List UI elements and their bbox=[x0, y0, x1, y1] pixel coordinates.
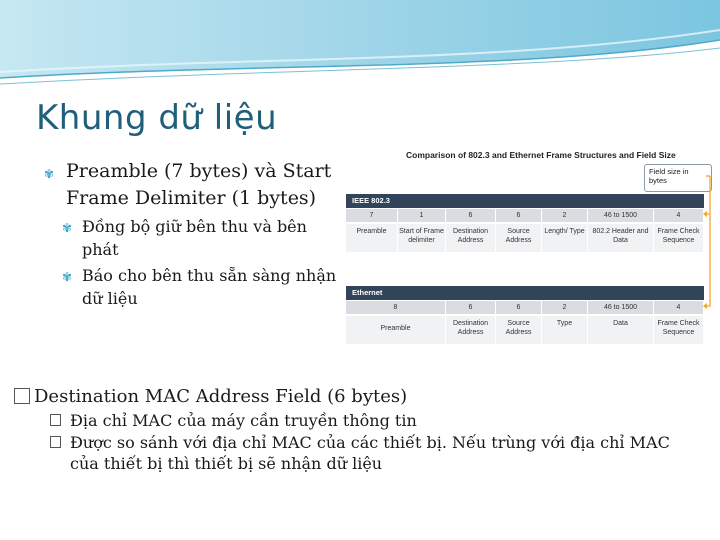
heading-text: Destination MAC Address Field (6 bytes) bbox=[34, 386, 408, 407]
frame-comparison-figure bbox=[344, 146, 716, 354]
ieee-size-cell: 7 bbox=[346, 209, 398, 222]
checkbox-icon bbox=[50, 436, 61, 448]
ethernet-header: Ethernet bbox=[346, 286, 704, 300]
bullet-marker-icon: ✾ bbox=[62, 221, 73, 235]
sub-bullet-ready bbox=[44, 264, 344, 310]
ieee-field-cell: Start of Frame delimiter bbox=[398, 224, 446, 252]
field-size-callout: Field size in bytes bbox=[644, 164, 712, 192]
bullet-text: Preamble (7 bytes) và Start Frame Delimiter (1 bytes) bbox=[66, 160, 332, 209]
ieee-field-cell: Preamble bbox=[346, 224, 398, 252]
sub-bullet-text: Báo cho bên thu sẵn sàng nhận dữ liệu bbox=[82, 266, 337, 308]
ieee-field-cell: 802.2 Header and Data bbox=[588, 224, 654, 252]
heading-bullet bbox=[12, 385, 712, 409]
sub-item-compare bbox=[12, 432, 670, 474]
ethernet-field-cell: Source Address bbox=[496, 316, 542, 344]
ieee-field-cell: Source Address bbox=[496, 224, 542, 252]
ieee-size-cell: 6 bbox=[446, 209, 496, 222]
bullet-marker-icon: ✾ bbox=[62, 270, 73, 284]
sub-item-text: Được so sánh với địa chỉ MAC của các thiết bị. Nếu trùng với địa chỉ MAC của thiết bị thì thiết bị sẽ nhận dữ liệu bbox=[70, 433, 670, 473]
ieee-field-cell: Length/ Type bbox=[542, 224, 588, 252]
ethernet-field-cell: Preamble bbox=[346, 316, 446, 344]
ethernet-size-cell: 8 bbox=[346, 301, 446, 314]
ethernet-field-cell: Data bbox=[588, 316, 654, 344]
ethernet-size-cell: 2 bbox=[542, 301, 588, 314]
sub-item-mac bbox=[12, 410, 712, 431]
ieee-size-cell: 2 bbox=[542, 209, 588, 222]
checkbox-icon bbox=[50, 414, 61, 426]
ieee-size-cell: 6 bbox=[496, 209, 542, 222]
bullet-marker-icon: ✾ bbox=[44, 167, 55, 181]
ieee-field-cell: Destination Address bbox=[446, 224, 496, 252]
header-banner bbox=[0, 0, 720, 95]
ieee-size-cell: 1 bbox=[398, 209, 446, 222]
ieee-field-cell: Frame Check Sequence bbox=[654, 224, 704, 252]
ethernet-field-cell: Type bbox=[542, 316, 588, 344]
ethernet-size-cell: 46 to 1500 bbox=[588, 301, 654, 314]
bullet-list bbox=[44, 158, 344, 310]
sub-bullet-text: Đồng bộ giữ bên thu và bên phát bbox=[82, 217, 307, 259]
ethernet-size-cell: 6 bbox=[446, 301, 496, 314]
sub-bullet-sync bbox=[44, 215, 344, 261]
ieee-size-cell: 4 bbox=[654, 209, 704, 222]
ethernet-field-cell: Destination Address bbox=[446, 316, 496, 344]
sub-item-text: Địa chỉ MAC của máy cần truyền thông tin bbox=[70, 411, 417, 430]
callout-arrows bbox=[344, 146, 716, 354]
checkbox-icon bbox=[14, 388, 30, 404]
slide-title: Khung dữ liệu bbox=[36, 98, 278, 138]
figure-title: Comparison of 802.3 and Ethernet Frame Structures and Field Size bbox=[406, 150, 676, 160]
ethernet-size-cell: 6 bbox=[496, 301, 542, 314]
ieee-header: IEEE 802.3 bbox=[346, 194, 704, 208]
ethernet-size-cell: 4 bbox=[654, 301, 704, 314]
bottom-section bbox=[12, 385, 712, 474]
bullet-preamble bbox=[44, 158, 344, 212]
ethernet-field-cell: Frame Check Sequence bbox=[654, 316, 704, 344]
ieee-size-cell: 46 to 1500 bbox=[588, 209, 654, 222]
